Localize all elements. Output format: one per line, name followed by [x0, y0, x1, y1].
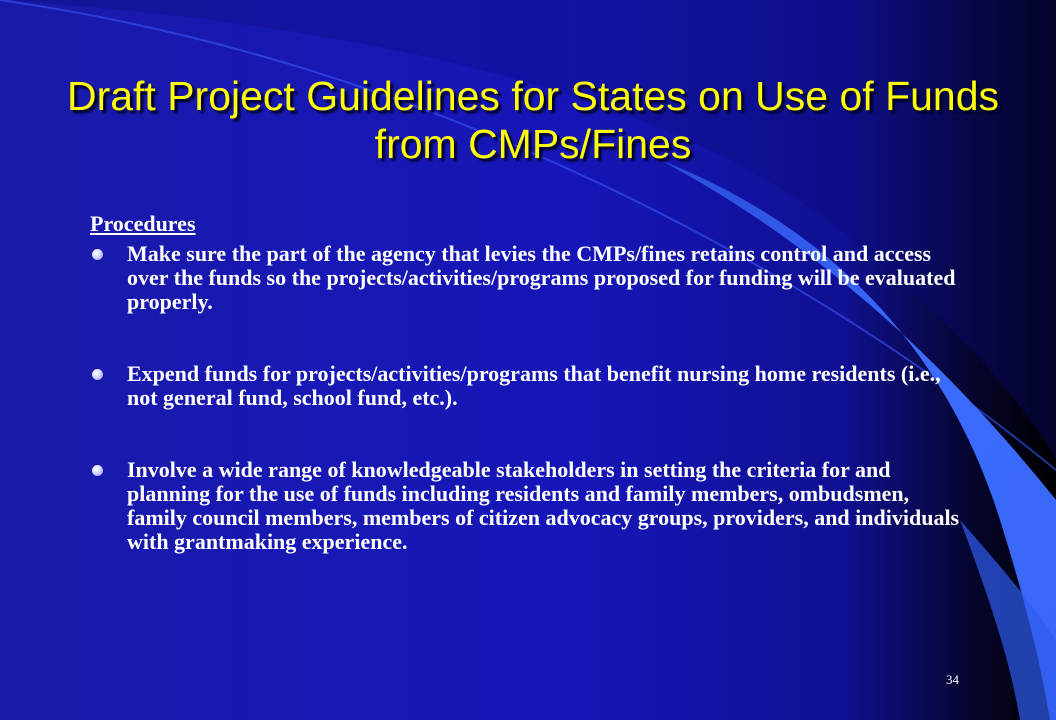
bullet-icon	[92, 465, 103, 476]
bullet-text: Involve a wide range of knowledgeable stakeholders in setting the criteria for and planning for the use of funds including residents and family members, ombudsmen, family council members, members of citizen advocacy groups, providers, and individuals with grantmaking experience.	[127, 457, 960, 554]
slide-title: Draft Project Guidelines for States on Use of Funds from CMPs/Fines	[66, 73, 1000, 167]
bullet-text: Expend funds for projects/activities/programs that benefit nursing home residents (i.e., not general fund, school fund, etc.).	[127, 361, 941, 410]
slide-number: 34	[946, 672, 959, 687]
slide-body	[90, 212, 970, 554]
bullet-icon	[92, 249, 103, 260]
bullet-list	[90, 242, 970, 554]
list-item	[90, 242, 970, 314]
list-item	[90, 458, 970, 554]
section-heading: Procedures	[90, 211, 196, 236]
list-item	[90, 362, 970, 410]
bullet-text: Make sure the part of the agency that levies the CMPs/fines retains control and access over the funds so the projects/activities/programs proposed for funding will be evaluated properly.	[127, 241, 956, 314]
bullet-icon	[92, 369, 103, 380]
